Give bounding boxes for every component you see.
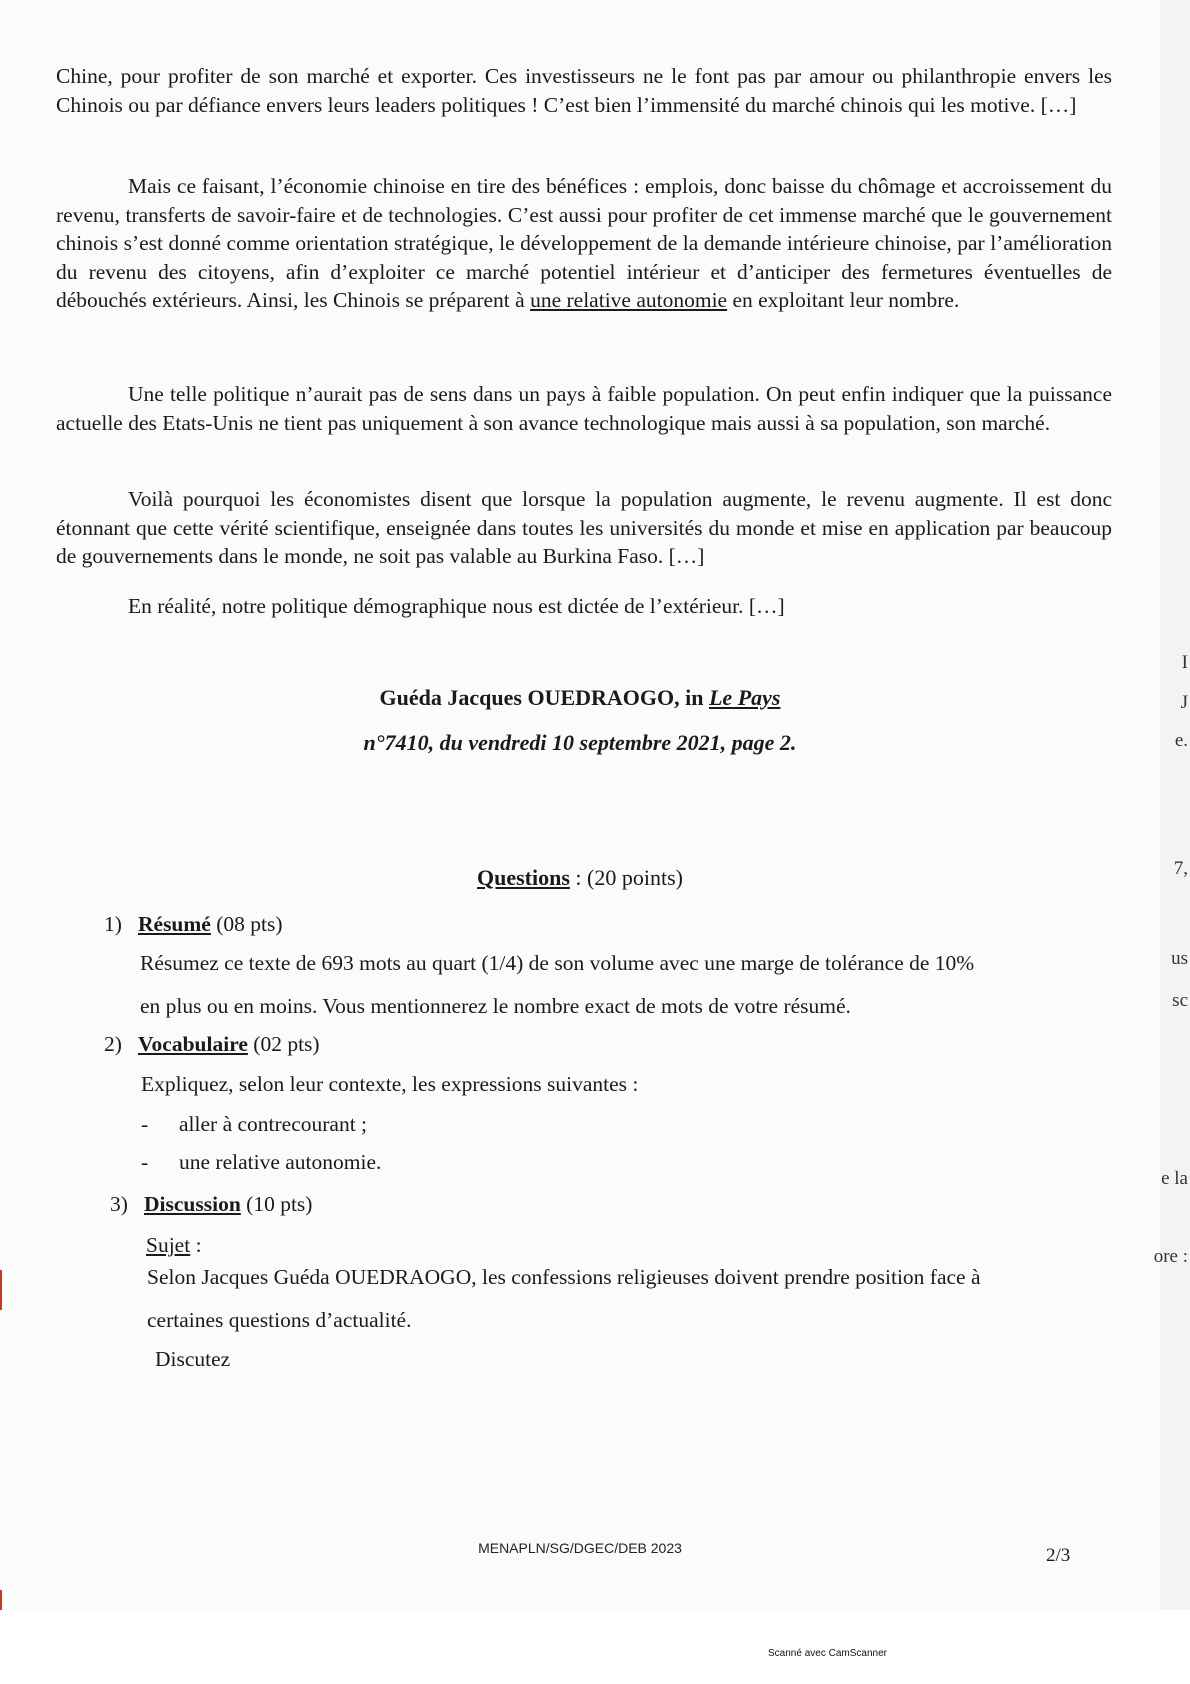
page-number: 2/3 <box>1046 1545 1071 1566</box>
paragraph-2-text-before: Mais ce faisant, l’économie chinoise en tire des bénéfices : emplois, donc baisse du chômage et accroissement du revenu, transferts de savoir-faire et de technologies. C’est aussi pour profiter de cet immense marché que le gouvernement chinois s’est donné comme orientation stratégique, le développement de la demande intérieure chinoise, par l’amélioration du revenu des citoyens, afin d’exploiter ce marché potentiel intérieur et d’anticiper des fermetures éventuelles de débouchés extérieurs. Ainsi, les Chinois se préparent à <box>56 174 1112 312</box>
sujet-label: Sujet <box>146 1233 191 1257</box>
footer-code: MENAPLN/SG/DGEC/DEB 2023 <box>478 1540 682 1556</box>
question-3-sujet <box>146 1233 202 1258</box>
bleed-fragment-4: 7, <box>1173 858 1188 879</box>
scan-edge-mark <box>0 1270 2 1310</box>
question-2-points: (02 pts) <box>247 1032 320 1056</box>
scan-edge-mark <box>0 1590 2 1610</box>
question-2-title <box>104 1032 320 1057</box>
question-3-line-1: Selon Jacques Guéda OUEDRAOGO, les confessions religieuses doivent prendre position face à <box>147 1265 981 1289</box>
question-1-points: (08 pts) <box>210 912 283 936</box>
question-1-body <box>140 942 1100 1028</box>
bleed-fragment-3: e. <box>1174 730 1188 751</box>
vocabulary-item-1 <box>141 1112 367 1137</box>
question-1-label: Résumé <box>138 912 211 936</box>
vocabulary-expression-1: aller à contrecourant ; <box>179 1112 368 1136</box>
question-3-body <box>147 1256 1107 1342</box>
questions-title: Questions <box>477 865 570 890</box>
bleed-fragment-6: sc <box>1172 990 1188 1011</box>
bleed-fragment-5: us <box>1171 948 1188 969</box>
questions-heading <box>0 865 1160 891</box>
question-3-closing: Discutez <box>155 1347 231 1371</box>
bleed-fragment-1: I <box>1181 652 1188 673</box>
paragraph-4: Voilà pourquoi les économistes disent que lorsque la population augmente, le revenu augmente. Il est donc étonnant que cette vérité scientifique, enseignée dans toutes les universités du monde et mise en application par beaucoup de gouvernements dans le monde, ne soit pas valable au Burkina Faso. […] <box>56 487 1112 568</box>
question-3-points: (10 pts) <box>240 1192 313 1216</box>
paragraph-1: Chine, pour profiter de son marché et exporter. Ces investisseurs ne le font pas par amour ou philanthropie envers les Chinois ou par défiance envers leurs leaders politiques ! C’est bien l’immensité du marché chinois qui les motive. […] <box>56 64 1112 117</box>
question-3-title <box>110 1192 312 1217</box>
question-2-label: Vocabulaire <box>138 1032 248 1056</box>
source-newspaper: Le Pays <box>708 685 781 710</box>
underlined-expression: une relative autonomie <box>530 288 728 312</box>
scanner-watermark: Scanné avec CamScanner <box>768 1648 887 1659</box>
question-2-instruction: Expliquez, selon leur contexte, les expressions suivantes : <box>141 1072 639 1096</box>
questions-points: : (20 points) <box>569 865 683 890</box>
question-3-label: Discussion <box>144 1192 241 1216</box>
paragraph-5: En réalité, notre politique démographique nous est dictée de l’extérieur. […] <box>128 594 785 618</box>
question-2-number: 2) <box>104 1032 122 1056</box>
source-author-name: Guéda Jacques OUEDRAOGO, in <box>379 685 709 710</box>
bleed-fragment-7: e la <box>1161 1168 1188 1189</box>
source-issue: n°7410, du vendredi 10 septembre 2021, page 2. <box>363 730 797 755</box>
sujet-colon: : <box>190 1233 202 1257</box>
question-1-line-1: Résumez ce texte de 693 mots au quart (1/4) de son volume avec une marge de tolérance de 10% <box>140 951 975 975</box>
paragraph-2-text-after: en exploitant leur nombre. <box>727 288 960 312</box>
question-1-title <box>104 912 283 937</box>
question-3-line-2: certaines questions d’actualité. <box>147 1308 412 1332</box>
question-1-number: 1) <box>104 912 122 936</box>
vocabulary-expression-2: une relative autonomie. <box>179 1150 382 1174</box>
paragraph-2 <box>56 172 1112 315</box>
next-page-edge <box>1153 0 1190 1610</box>
source-author <box>0 685 1160 711</box>
dash-bullet: - <box>141 1150 149 1174</box>
bleed-fragment-2: J <box>1180 692 1188 713</box>
vocabulary-item-2 <box>141 1150 381 1175</box>
dash-bullet: - <box>141 1112 149 1136</box>
question-1-line-2: en plus ou en moins. Vous mentionnerez le nombre exact de mots de votre résumé. <box>140 994 851 1018</box>
bleed-fragment-8: ore : <box>1153 1246 1188 1267</box>
question-3-number: 3) <box>110 1192 128 1216</box>
paragraph-3: Une telle politique n’aurait pas de sens dans un pays à faible population. On peut enfin indiquer que la puissance actuelle des Etats-Unis ne tient pas uniquement à son avance technologique mais aussi à sa population, son marché. <box>56 382 1112 435</box>
